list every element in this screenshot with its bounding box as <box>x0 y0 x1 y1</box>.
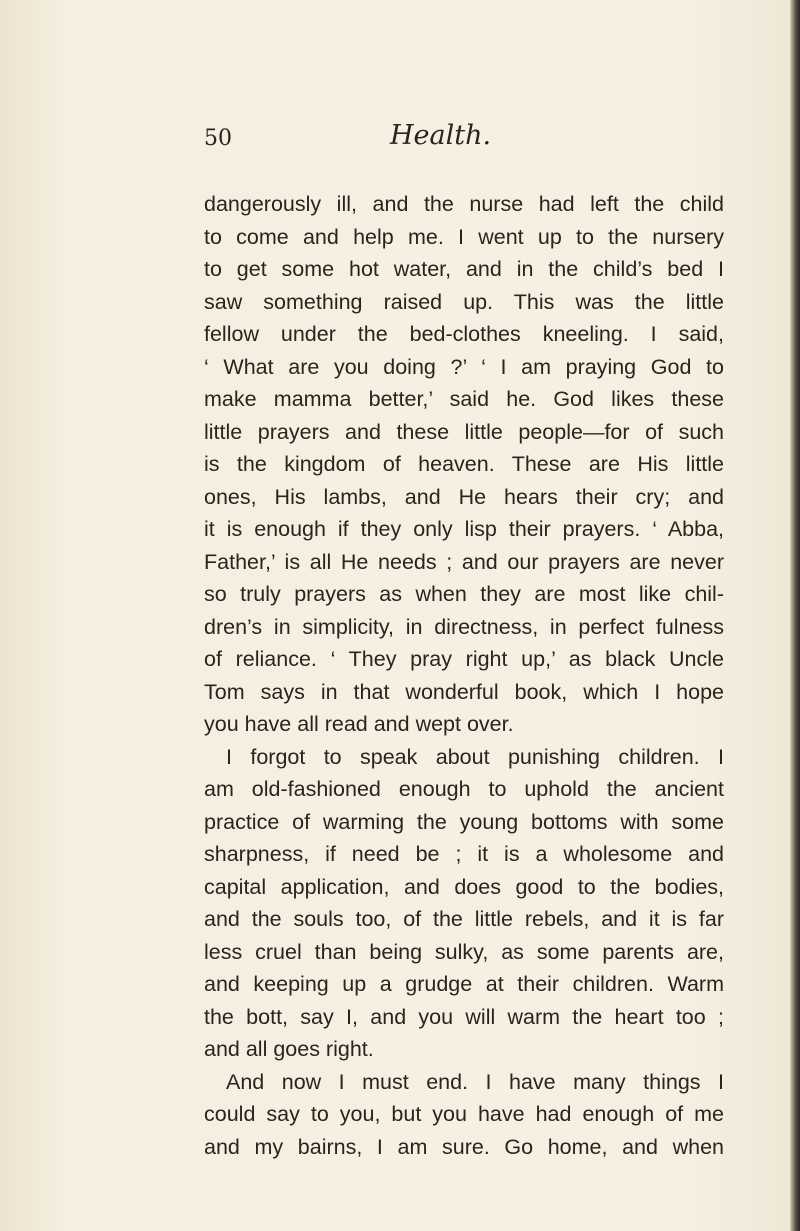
text-line: ones, His lambs, and He hears their cry; and <box>204 484 724 509</box>
text-line: dren’s in simplicity, in directness, in perfect fulness <box>204 614 724 639</box>
text-line: And now I must end. I have many things I <box>226 1069 724 1094</box>
text-line: to get some hot water, and in the child’s bed I <box>204 257 724 281</box>
text-line: to come and help me. I went up to the nursery <box>204 224 724 249</box>
text-line: less cruel than being sulky, as some parents are, <box>204 939 724 964</box>
text-line: and all goes right. <box>204 1037 374 1061</box>
text-line: little prayers and these little people—for of such <box>204 419 724 444</box>
text-line: Tom says in that wonderful book, which I hope <box>204 679 724 704</box>
page-number: 50 <box>204 126 232 151</box>
text-line: capital application, and does good to the bodies, <box>204 874 724 899</box>
text-line: and the souls too, of the little rebels, and it is far <box>204 907 724 931</box>
running-title: Health. <box>390 120 492 151</box>
book-spine-edge <box>790 0 800 1231</box>
text-line: saw something raised up. This was the little <box>204 289 724 314</box>
text-line: dangerously ill, and the nurse had left the child <box>204 192 724 216</box>
text-line: of reliance. ‘ They pray right up,’ as black Uncle <box>204 647 724 671</box>
text-line: ‘ What are you doing ?’ ‘ I am praying God to <box>204 354 724 379</box>
text-line: the bott, say I, and you will warm the heart too ; <box>204 1004 724 1029</box>
text-line: fellow under the bed-clothes kneeling. I said, <box>204 322 724 346</box>
text-line: practice of warming the young bottoms with some <box>204 809 724 834</box>
text-line: you have all read and wept over. <box>204 712 514 736</box>
text-line: sharpness, if need be ; it is a wholesome and <box>204 842 724 866</box>
text-line: am old-fashioned enough to uphold the ancient <box>204 777 724 801</box>
text-line: so truly prayers as when they are most like chil- <box>204 582 724 606</box>
text-line: make mamma better,’ said he. God likes these <box>204 387 724 411</box>
text-line: Father,’ is all He needs ; and our prayers are never <box>204 549 724 574</box>
text-line: and my bairns, I am sure. Go home, and when <box>204 1134 724 1159</box>
text-line: is the kingdom of heaven. These are His little <box>204 452 724 476</box>
text-line: it is enough if they only lisp their prayers. ‘ Abba, <box>204 517 724 541</box>
text-line: and keeping up a grudge at their children. Warm <box>204 972 724 996</box>
text-line: could say to you, but you have had enough of me <box>204 1102 724 1126</box>
body-text <box>204 188 724 1163</box>
text-line: I forgot to speak about punishing children. I <box>226 744 724 769</box>
page-header <box>204 120 724 160</box>
